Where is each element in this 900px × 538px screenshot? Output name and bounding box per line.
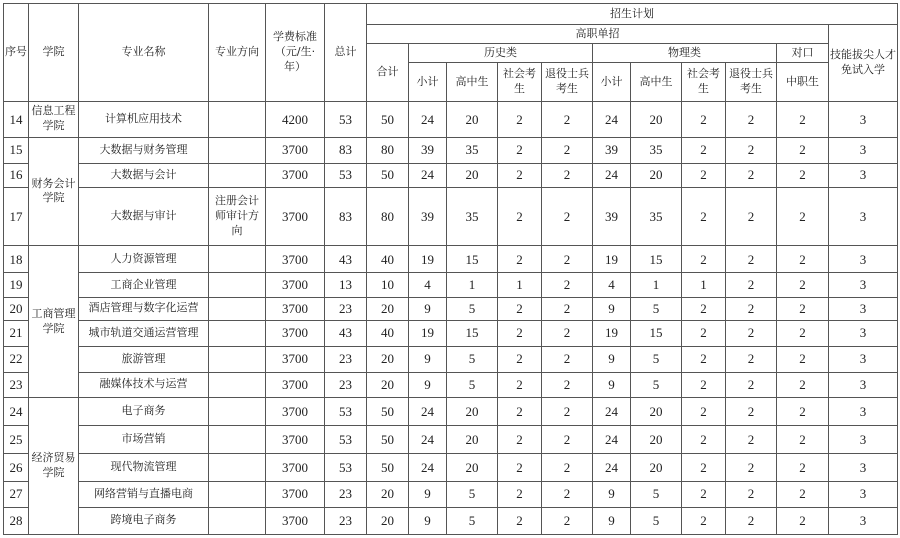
direction-cell	[209, 102, 266, 138]
secondary-cell: 2	[777, 320, 829, 346]
history-cell: 2	[498, 481, 542, 507]
major-cell: 市场营销	[79, 426, 209, 454]
combined-cell: 20	[367, 507, 409, 534]
secondary-cell: 2	[777, 397, 829, 425]
history-cell: 2	[542, 507, 593, 534]
header-seq: 序号	[4, 4, 29, 102]
history-cell: 2	[498, 454, 542, 481]
skill-cell: 3	[829, 187, 898, 246]
history-cell: 2	[542, 426, 593, 454]
major-cell: 城市轨道交通运营管理	[79, 320, 209, 346]
direction-cell: 注册会计师审计方向	[209, 187, 266, 246]
tuition-cell: 3700	[266, 397, 325, 425]
direction-cell	[209, 246, 266, 273]
history-cell: 2	[498, 187, 542, 246]
physics-cell: 1	[631, 273, 682, 297]
skill-cell: 3	[829, 507, 898, 534]
physics-cell: 24	[593, 454, 631, 481]
major-cell: 人力资源管理	[79, 246, 209, 273]
secondary-cell: 2	[777, 346, 829, 372]
total-cell: 13	[325, 273, 367, 297]
table-row	[4, 187, 898, 246]
history-cell: 24	[409, 163, 447, 187]
physics-cell: 2	[726, 163, 777, 187]
seq-cell: 20	[4, 297, 29, 320]
total-cell: 53	[325, 163, 367, 187]
table-row	[4, 426, 898, 454]
total-cell: 23	[325, 297, 367, 320]
total-cell: 23	[325, 346, 367, 372]
history-cell: 35	[447, 137, 498, 163]
major-cell: 计算机应用技术	[79, 102, 209, 138]
history-cell: 20	[447, 426, 498, 454]
physics-cell: 20	[631, 454, 682, 481]
secondary-cell: 2	[777, 273, 829, 297]
header-higher-voc: 高职单招	[367, 25, 829, 44]
header-combined: 合计	[367, 44, 409, 102]
history-cell: 2	[498, 507, 542, 534]
history-cell: 9	[409, 507, 447, 534]
combined-cell: 50	[367, 163, 409, 187]
physics-cell: 2	[682, 246, 726, 273]
header-h-highschool: 高中生	[447, 63, 498, 102]
direction-cell	[209, 297, 266, 320]
table-row	[4, 372, 898, 397]
history-cell: 9	[409, 481, 447, 507]
physics-cell: 2	[682, 320, 726, 346]
major-cell: 电子商务	[79, 397, 209, 425]
physics-cell: 2	[726, 320, 777, 346]
history-cell: 4	[409, 273, 447, 297]
history-cell: 24	[409, 397, 447, 425]
history-cell: 2	[498, 163, 542, 187]
combined-cell: 40	[367, 320, 409, 346]
history-cell: 20	[447, 454, 498, 481]
header-p-social: 社会考生	[682, 63, 726, 102]
total-cell: 43	[325, 320, 367, 346]
skill-cell: 3	[829, 273, 898, 297]
combined-cell: 20	[367, 297, 409, 320]
history-cell: 5	[447, 481, 498, 507]
history-cell: 39	[409, 137, 447, 163]
table-header	[4, 4, 898, 102]
history-cell: 20	[447, 102, 498, 138]
physics-cell: 2	[682, 426, 726, 454]
college-cell: 信息工程学院	[29, 102, 79, 138]
physics-cell: 2	[726, 297, 777, 320]
physics-cell: 4	[593, 273, 631, 297]
skill-cell: 3	[829, 137, 898, 163]
seq-cell: 23	[4, 372, 29, 397]
physics-cell: 20	[631, 163, 682, 187]
table-row	[4, 346, 898, 372]
physics-cell: 2	[682, 163, 726, 187]
secondary-cell: 2	[777, 426, 829, 454]
history-cell: 19	[409, 320, 447, 346]
physics-cell: 2	[726, 346, 777, 372]
history-cell: 20	[447, 163, 498, 187]
physics-cell: 35	[631, 137, 682, 163]
tuition-cell: 3700	[266, 163, 325, 187]
major-cell: 大数据与审计	[79, 187, 209, 246]
secondary-cell: 2	[777, 102, 829, 138]
history-cell: 2	[542, 372, 593, 397]
history-cell: 9	[409, 346, 447, 372]
header-enroll-plan: 招生计划	[367, 4, 898, 25]
tuition-cell: 3700	[266, 297, 325, 320]
header-tuition: 学费标准（元/生·年）	[266, 4, 325, 102]
history-cell: 2	[542, 481, 593, 507]
major-cell: 大数据与会计	[79, 163, 209, 187]
major-cell: 网络营销与直播电商	[79, 481, 209, 507]
enrollment-plan-table	[3, 3, 898, 535]
seq-cell: 22	[4, 346, 29, 372]
history-cell: 39	[409, 187, 447, 246]
history-cell: 2	[542, 137, 593, 163]
history-cell: 2	[542, 163, 593, 187]
history-cell: 15	[447, 246, 498, 273]
history-cell: 2	[498, 102, 542, 138]
seq-cell: 26	[4, 454, 29, 481]
tuition-cell: 3700	[266, 481, 325, 507]
seq-cell: 27	[4, 481, 29, 507]
physics-cell: 5	[631, 297, 682, 320]
history-cell: 2	[498, 246, 542, 273]
physics-cell: 2	[726, 372, 777, 397]
total-cell: 83	[325, 137, 367, 163]
history-cell: 2	[542, 297, 593, 320]
total-cell: 83	[325, 187, 367, 246]
physics-cell: 2	[726, 102, 777, 138]
physics-cell: 2	[726, 481, 777, 507]
physics-cell: 5	[631, 481, 682, 507]
physics-cell: 9	[593, 481, 631, 507]
physics-cell: 39	[593, 137, 631, 163]
skill-cell: 3	[829, 372, 898, 397]
header-total: 总计	[325, 4, 367, 102]
physics-cell: 9	[593, 507, 631, 534]
header-h-veteran: 退役士兵考生	[542, 63, 593, 102]
total-cell: 43	[325, 246, 367, 273]
tuition-cell: 3700	[266, 273, 325, 297]
direction-cell	[209, 137, 266, 163]
combined-cell: 40	[367, 246, 409, 273]
table-row	[4, 273, 898, 297]
table-row	[4, 320, 898, 346]
history-cell: 5	[447, 507, 498, 534]
secondary-cell: 2	[777, 481, 829, 507]
physics-cell: 24	[593, 397, 631, 425]
seq-cell: 17	[4, 187, 29, 246]
direction-cell	[209, 372, 266, 397]
history-cell: 2	[542, 454, 593, 481]
history-cell: 9	[409, 297, 447, 320]
physics-cell: 5	[631, 372, 682, 397]
history-cell: 2	[498, 297, 542, 320]
history-cell: 24	[409, 454, 447, 481]
skill-cell: 3	[829, 297, 898, 320]
history-cell: 2	[498, 372, 542, 397]
seq-cell: 25	[4, 426, 29, 454]
history-cell: 2	[542, 273, 593, 297]
physics-cell: 9	[593, 346, 631, 372]
table-row	[4, 507, 898, 534]
physics-cell: 19	[593, 320, 631, 346]
combined-cell: 80	[367, 137, 409, 163]
major-cell: 现代物流管理	[79, 454, 209, 481]
secondary-cell: 2	[777, 137, 829, 163]
combined-cell: 50	[367, 426, 409, 454]
total-cell: 53	[325, 102, 367, 138]
total-cell: 53	[325, 454, 367, 481]
college-cell: 财务会计学院	[29, 137, 79, 246]
history-cell: 19	[409, 246, 447, 273]
physics-cell: 24	[593, 426, 631, 454]
physics-cell: 2	[682, 297, 726, 320]
table-row	[4, 454, 898, 481]
secondary-cell: 2	[777, 187, 829, 246]
physics-cell: 2	[682, 102, 726, 138]
secondary-cell: 2	[777, 297, 829, 320]
physics-cell: 2	[682, 507, 726, 534]
physics-cell: 2	[682, 137, 726, 163]
history-cell: 1	[498, 273, 542, 297]
tuition-cell: 3700	[266, 426, 325, 454]
physics-cell: 1	[682, 273, 726, 297]
seq-cell: 18	[4, 246, 29, 273]
physics-cell: 2	[726, 187, 777, 246]
tuition-cell: 3700	[266, 454, 325, 481]
history-cell: 2	[498, 426, 542, 454]
header-h-subtotal: 小计	[409, 63, 447, 102]
table-row	[4, 137, 898, 163]
history-cell: 2	[498, 320, 542, 346]
combined-cell: 10	[367, 273, 409, 297]
tuition-cell: 3700	[266, 246, 325, 273]
secondary-cell: 2	[777, 372, 829, 397]
history-cell: 2	[542, 102, 593, 138]
history-cell: 5	[447, 346, 498, 372]
secondary-cell: 2	[777, 246, 829, 273]
major-cell: 跨境电子商务	[79, 507, 209, 534]
header-major: 专业名称	[79, 4, 209, 102]
history-cell: 1	[447, 273, 498, 297]
major-cell: 旅游管理	[79, 346, 209, 372]
direction-cell	[209, 426, 266, 454]
header-h-social: 社会考生	[498, 63, 542, 102]
skill-cell: 3	[829, 426, 898, 454]
seq-cell: 28	[4, 507, 29, 534]
seq-cell: 19	[4, 273, 29, 297]
combined-cell: 20	[367, 481, 409, 507]
physics-cell: 2	[682, 346, 726, 372]
combined-cell: 20	[367, 372, 409, 397]
physics-cell: 5	[631, 507, 682, 534]
tuition-cell: 3700	[266, 372, 325, 397]
history-cell: 24	[409, 102, 447, 138]
direction-cell	[209, 273, 266, 297]
combined-cell: 50	[367, 102, 409, 138]
secondary-cell: 2	[777, 507, 829, 534]
physics-cell: 19	[593, 246, 631, 273]
skill-cell: 3	[829, 454, 898, 481]
physics-cell: 2	[682, 454, 726, 481]
combined-cell: 50	[367, 454, 409, 481]
header-secondary: 中职生	[777, 63, 829, 102]
history-cell: 5	[447, 297, 498, 320]
combined-cell: 80	[367, 187, 409, 246]
header-direction: 专业方向	[209, 4, 266, 102]
direction-cell	[209, 163, 266, 187]
physics-cell: 2	[682, 481, 726, 507]
total-cell: 53	[325, 426, 367, 454]
header-counterpart: 对口	[777, 44, 829, 63]
table-row	[4, 297, 898, 320]
physics-cell: 20	[631, 426, 682, 454]
direction-cell	[209, 397, 266, 425]
tuition-cell: 3700	[266, 320, 325, 346]
direction-cell	[209, 454, 266, 481]
header-skill: 技能拔尖人才免试入学	[829, 25, 898, 102]
history-cell: 2	[542, 187, 593, 246]
physics-cell: 2	[726, 507, 777, 534]
history-cell: 20	[447, 397, 498, 425]
history-cell: 2	[542, 397, 593, 425]
physics-cell: 15	[631, 320, 682, 346]
physics-cell: 39	[593, 187, 631, 246]
history-cell: 2	[498, 346, 542, 372]
total-cell: 53	[325, 397, 367, 425]
direction-cell	[209, 320, 266, 346]
history-cell: 2	[498, 397, 542, 425]
physics-cell: 15	[631, 246, 682, 273]
physics-cell: 2	[726, 246, 777, 273]
seq-cell: 15	[4, 137, 29, 163]
tuition-cell: 3700	[266, 507, 325, 534]
physics-cell: 2	[726, 397, 777, 425]
physics-cell: 2	[726, 137, 777, 163]
skill-cell: 3	[829, 481, 898, 507]
tuition-cell: 3700	[266, 346, 325, 372]
tuition-cell: 3700	[266, 137, 325, 163]
physics-cell: 2	[682, 397, 726, 425]
table-row	[4, 397, 898, 425]
college-cell: 工商管理学院	[29, 246, 79, 398]
seq-cell: 16	[4, 163, 29, 187]
header-p-highschool: 高中生	[631, 63, 682, 102]
physics-cell: 9	[593, 372, 631, 397]
seq-cell: 24	[4, 397, 29, 425]
skill-cell: 3	[829, 163, 898, 187]
history-cell: 35	[447, 187, 498, 246]
secondary-cell: 2	[777, 454, 829, 481]
history-cell: 2	[498, 137, 542, 163]
header-p-veteran: 退役士兵考生	[726, 63, 777, 102]
history-cell: 2	[542, 320, 593, 346]
physics-cell: 20	[631, 102, 682, 138]
total-cell: 23	[325, 481, 367, 507]
table-body	[4, 102, 898, 535]
physics-cell: 24	[593, 163, 631, 187]
direction-cell	[209, 346, 266, 372]
combined-cell: 20	[367, 346, 409, 372]
major-cell: 酒店管理与数字化运营	[79, 297, 209, 320]
table-row	[4, 102, 898, 138]
skill-cell: 3	[829, 346, 898, 372]
physics-cell: 2	[726, 454, 777, 481]
skill-cell: 3	[829, 246, 898, 273]
physics-cell: 5	[631, 346, 682, 372]
history-cell: 5	[447, 372, 498, 397]
combined-cell: 50	[367, 397, 409, 425]
header-physics: 物理类	[593, 44, 777, 63]
header-p-subtotal: 小计	[593, 63, 631, 102]
table-row	[4, 246, 898, 273]
tuition-cell: 3700	[266, 187, 325, 246]
physics-cell: 2	[726, 426, 777, 454]
table-row	[4, 163, 898, 187]
header-history: 历史类	[409, 44, 593, 63]
total-cell: 23	[325, 507, 367, 534]
total-cell: 23	[325, 372, 367, 397]
direction-cell	[209, 507, 266, 534]
skill-cell: 3	[829, 397, 898, 425]
physics-cell: 20	[631, 397, 682, 425]
college-cell: 经济贸易学院	[29, 397, 79, 534]
secondary-cell: 2	[777, 163, 829, 187]
physics-cell: 2	[682, 372, 726, 397]
tuition-cell: 4200	[266, 102, 325, 138]
physics-cell: 24	[593, 102, 631, 138]
major-cell: 融媒体技术与运营	[79, 372, 209, 397]
major-cell: 工商企业管理	[79, 273, 209, 297]
skill-cell: 3	[829, 320, 898, 346]
table-row	[4, 481, 898, 507]
history-cell: 24	[409, 426, 447, 454]
physics-cell: 2	[682, 187, 726, 246]
physics-cell: 2	[726, 273, 777, 297]
header-college: 学院	[29, 4, 79, 102]
physics-cell: 35	[631, 187, 682, 246]
history-cell: 15	[447, 320, 498, 346]
history-cell: 2	[542, 346, 593, 372]
skill-cell: 3	[829, 102, 898, 138]
history-cell: 9	[409, 372, 447, 397]
physics-cell: 9	[593, 297, 631, 320]
seq-cell: 14	[4, 102, 29, 138]
history-cell: 2	[542, 246, 593, 273]
major-cell: 大数据与财务管理	[79, 137, 209, 163]
seq-cell: 21	[4, 320, 29, 346]
direction-cell	[209, 481, 266, 507]
